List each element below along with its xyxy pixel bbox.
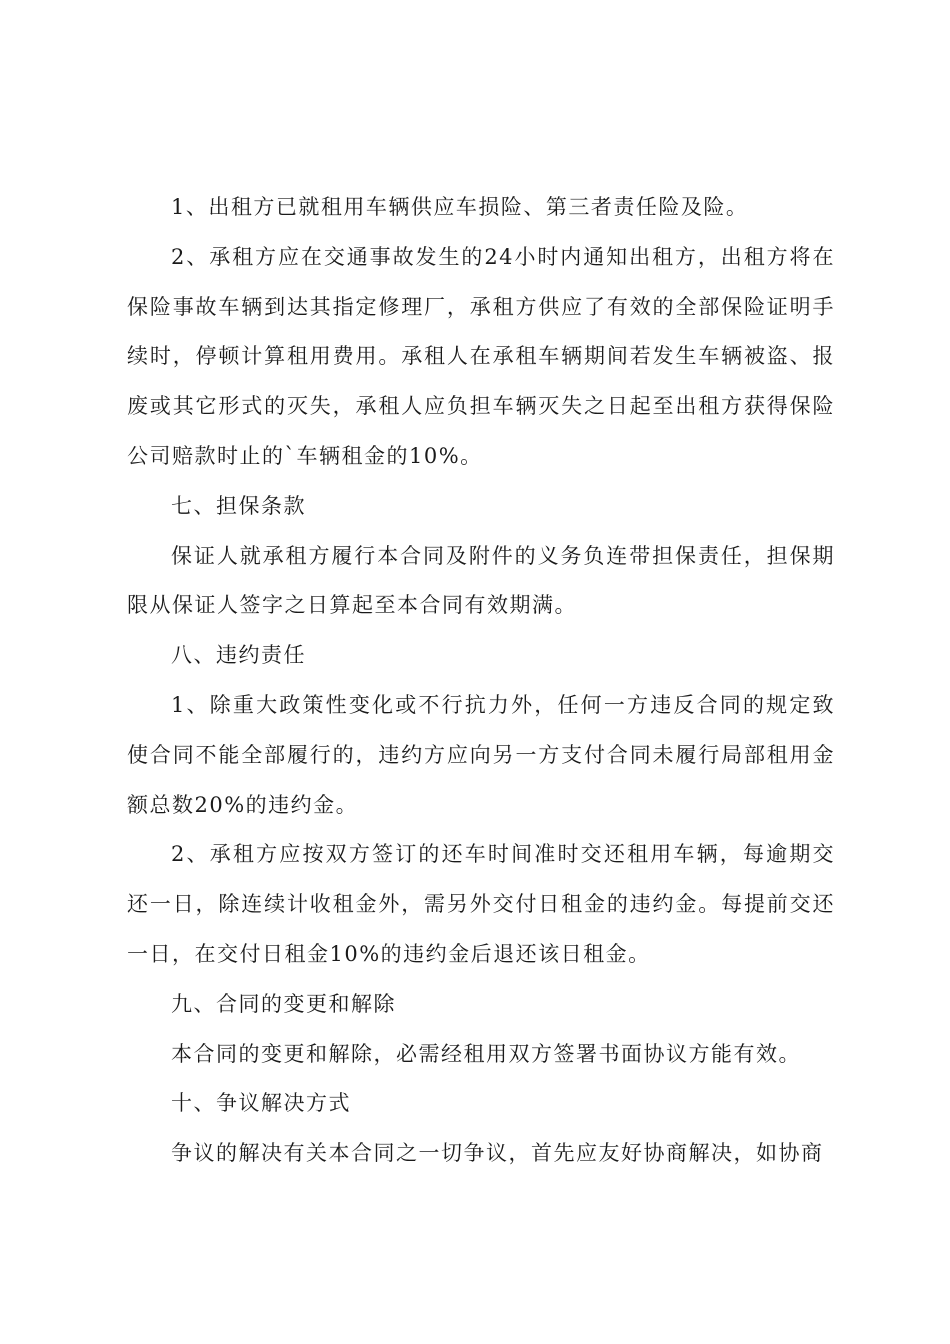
paragraph-insurance-coverage: 1、出租方已就租用车辆供应车损险、第三者责任险及险。 — [171, 195, 749, 219]
document-body — [127, 183, 835, 1179]
paragraph-breach-penalty: 1、除重大政策性变化或不行抗力外，任何一方违反合同的规定致使合同不能全部履行的，违约方应向另一方支付合同未履行局部租用金额总数20%的违约金。 — [127, 692, 835, 817]
paragraph-amendment-terms: 本合同的变更和解除，必需经租用双方签署书面协议方能有效。 — [171, 1041, 801, 1066]
section-heading-amendment: 九、合同的变更和解除 — [171, 991, 396, 1016]
paragraph-return-terms: 2、承租方应按双方签订的还车时间准时交还租用车辆，每逾期交还一日，除连续计收租金外，需另外交付日租金的违约金。每提前交还一日，在交付日租金10%的违约金后退还该日租金。 — [127, 842, 835, 966]
paragraph-guarantee-terms: 保证人就承租方履行本合同及附件的义务负连带担保责任，担保期限从保证人签字之日算起至本合同有效期满。 — [127, 543, 835, 618]
paragraph-dispute-terms: 争议的解决有关本合同之一切争议，首先应友好协商解决，如协商 — [171, 1141, 824, 1166]
section-heading-dispute: 十、争议解决方式 — [171, 1091, 351, 1116]
paragraph-accident-notice: 2、承租方应在交通事故发生的24小时内通知出租方，出租方将在保险事故车辆到达其指定修理厂，承租方供应了有效的全部保险证明手续时，停顿计算租用费用。承租人在承租车辆期间若发生车辆被盗、报废或其它形式的灭失，承租人应负担车辆灭失之日起至出租方获得保险公司赔款时止的`车辆租金的10%。 — [127, 244, 835, 468]
section-heading-breach: 八、违约责任 — [171, 643, 306, 668]
section-heading-guarantee: 七、担保条款 — [171, 493, 306, 518]
